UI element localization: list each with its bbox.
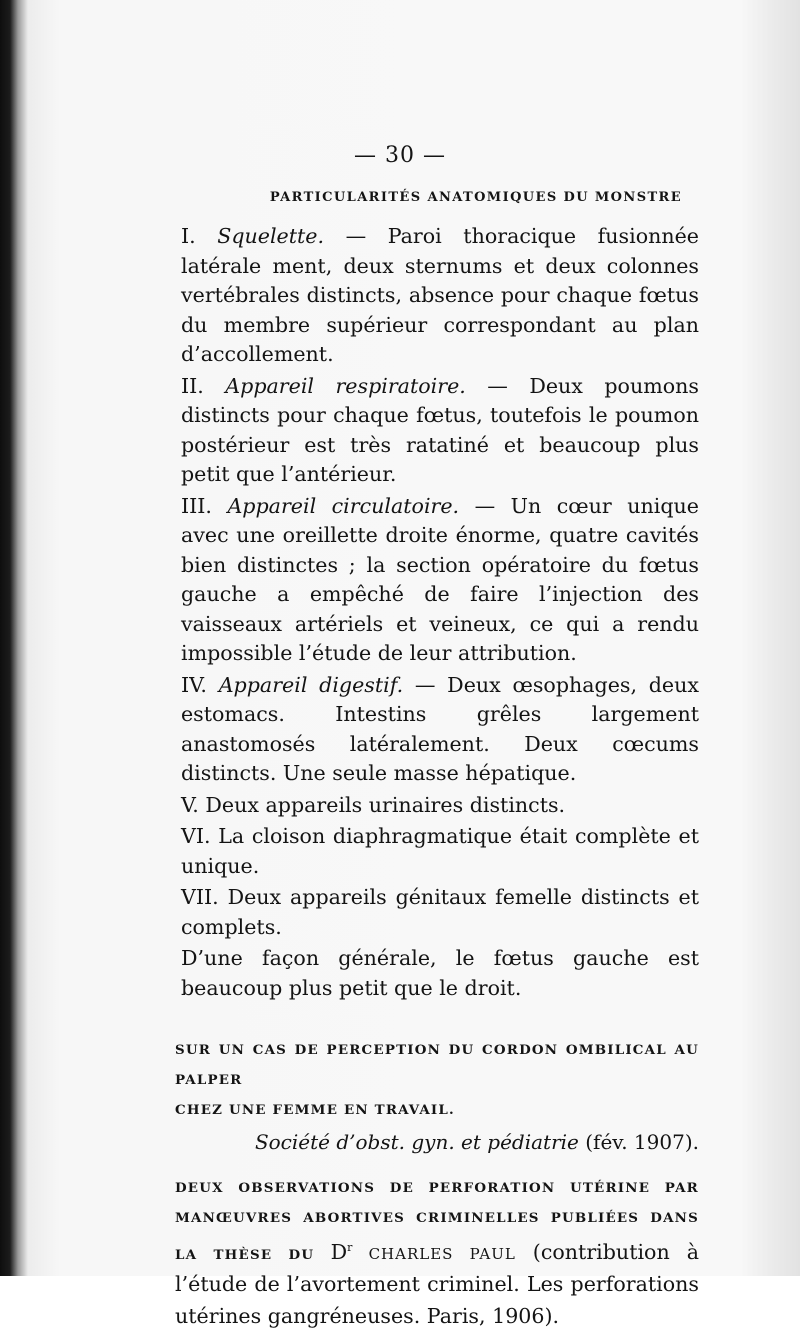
paragraph-text: Deux appareils génitaux femelle distincts et complets.	[181, 885, 700, 939]
publication-2-title: DEUX OBSERVATIONS DE PERFORATION UTÉRINE PAR MANŒUVRES ABORTIVES CRIMINELLES PUBLIÉES DANS LA THÈSE DU	[175, 1180, 699, 1263]
paragraph-text: D’une façon générale, le fœtus gauche est beaucoup plus petit que le droit.	[181, 946, 699, 1000]
paragraph	[181, 791, 699, 821]
paragraph-number: VI.	[181, 824, 219, 848]
author-name: CHARLES PAUL	[352, 1244, 516, 1263]
journal-date: (fév. 1907).	[578, 1130, 699, 1154]
paragraph-number: I.	[181, 224, 218, 248]
paragraph	[181, 944, 699, 1003]
paragraph	[181, 492, 699, 669]
paragraph	[181, 822, 699, 881]
paragraph-text: — Deux œsophages, deux estomacs. Intestins grêles largement anastomosés latéralement. Deux cœcums distincts. Une seule masse hépatique.	[181, 672, 699, 785]
paragraph	[181, 222, 699, 370]
paragraph-text: — Paroi thoracique fusionnée latérale ment, deux sternums et deux colonnes vertébrales distincts, absence pour chaque fœtus du membre supérieur correspondant au plan d’accollement.	[181, 224, 699, 366]
publication-1-title-line-1: SUR UN CAS DE PERCEPTION DU CORDON OMBILICAL AU PALPER	[175, 1042, 699, 1088]
paragraph-text: — Deux poumons distincts pour chaque fœtus, toutefois le poumon postérieur est très ratatiné et beaucoup plus petit que l’antérieur.	[181, 373, 699, 486]
publication-1	[175, 1035, 699, 1125]
paragraph	[181, 671, 699, 789]
paragraph-number: III.	[181, 493, 228, 518]
page-body	[175, 188, 700, 1334]
paragraph-title: Squelette.	[217, 224, 325, 248]
author-superscript: r	[347, 1241, 353, 1254]
publication-1-journal	[181, 1127, 699, 1157]
paragraph-number: VII.	[181, 885, 228, 909]
paragraph-list	[181, 222, 699, 1003]
paragraph-number: IV.	[181, 672, 219, 697]
journal-name: Société d’obst. gyn. et pédiatrie	[254, 1130, 579, 1154]
page-number: — 30 —	[354, 143, 446, 168]
paragraph-number: II.	[181, 373, 226, 398]
paragraph	[181, 883, 699, 942]
paragraph-text: — Un cœur unique avec une oreillette droite énorme, quatre cavités bien distinctes ; la section opératoire du fœtus gauche a empêché de faire l’injection des vaisseaux artériels et veineux, ce qui a rendu impossible l’étude de leur attribution.	[181, 493, 699, 665]
paragraph-title: Appareil digestif.	[218, 672, 404, 697]
paragraph	[181, 372, 699, 490]
author-prefix: D	[330, 1239, 348, 1264]
publication-2-details: (contribution à l’étude de l’avortement criminel. Les perforations utérines gangréneuses. Paris, 1906).	[175, 1239, 699, 1328]
section-heading: PARTICULARITÉS ANATOMIQUES DU MONSTRE	[269, 190, 683, 205]
paragraph-text: La cloison diaphragmatique était complète et unique.	[181, 824, 699, 878]
publication-2	[175, 1173, 699, 1334]
paragraph-number: V.	[181, 792, 206, 817]
paragraph-title: Appareil circulatoire.	[227, 493, 460, 518]
paragraph-title: Appareil respiratoire.	[225, 373, 466, 398]
paragraph-text: Deux appareils urinaires distincts.	[205, 792, 566, 817]
publication-1-title-line-2: CHEZ UNE FEMME EN TRAVAIL.	[175, 1102, 455, 1118]
